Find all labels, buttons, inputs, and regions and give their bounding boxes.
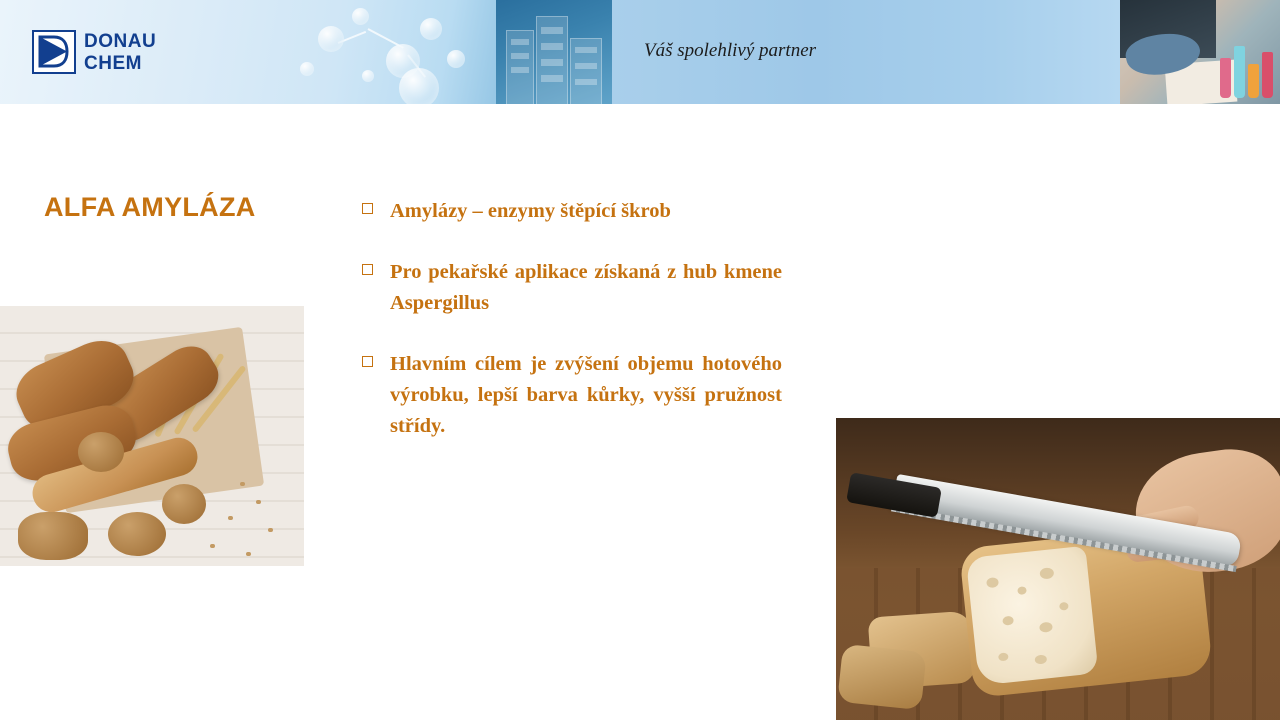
bread-roll [18,512,88,560]
molecule-sphere [420,18,442,40]
header-industry-photo [496,0,612,104]
bread-piece [837,644,927,710]
tower-shape [506,30,534,104]
donau-chem-logo-mark [32,30,76,74]
molecule-sphere [300,62,314,76]
bullet-list [362,196,782,442]
molecule-sphere [447,50,465,68]
molecule-sphere [362,70,374,82]
header-banner [0,0,1280,104]
crumb [256,500,261,504]
test-tube [1220,58,1231,98]
tagline-text: Váš spolehlivý partner [644,40,817,61]
crumb [228,516,233,520]
list-item [362,196,782,227]
company-logo[interactable] [32,30,172,76]
tower-shape [570,38,602,104]
molecule-sphere [352,8,369,25]
tower-shape [536,16,568,104]
list-item-label: Amylázy – enzymy štěpící škrob [390,200,671,222]
test-tube [1234,46,1245,98]
bread-roll [108,512,166,556]
molecule-sphere [399,68,439,104]
bread-roll [78,432,124,472]
logo-wordmark [84,32,156,74]
checkbox-bullet-icon [362,264,373,275]
logo-line-2: CHEM [84,53,142,74]
header-lab-photo [1120,0,1280,104]
checkbox-bullet-icon [362,356,373,367]
molecule-sphere [318,26,344,52]
list-item-label: Pro pekařské aplikace získaná z hub kmene Aspergillus [390,261,782,314]
test-tube [1262,52,1273,98]
crumb [240,482,245,486]
bread-crumb-face [966,546,1099,686]
crumb [210,544,215,548]
bread-assortment-photo [0,306,304,566]
test-tube [1248,64,1259,98]
page-title: ALFA AMYLÁZA [44,192,256,222]
list-item [362,257,782,319]
bread-slicing-photo [836,418,1280,720]
list-item-label: Hlavním cílem je zvýšení objemu hotového výrobku, lepší barva kůrky, vyšší pružnost střídy. [390,353,782,437]
crumb [246,552,251,556]
bread-roll [162,484,206,524]
logo-line-1: DONAU [84,31,157,52]
crumb [268,528,273,532]
checkbox-bullet-icon [362,203,373,214]
list-item [362,349,782,442]
